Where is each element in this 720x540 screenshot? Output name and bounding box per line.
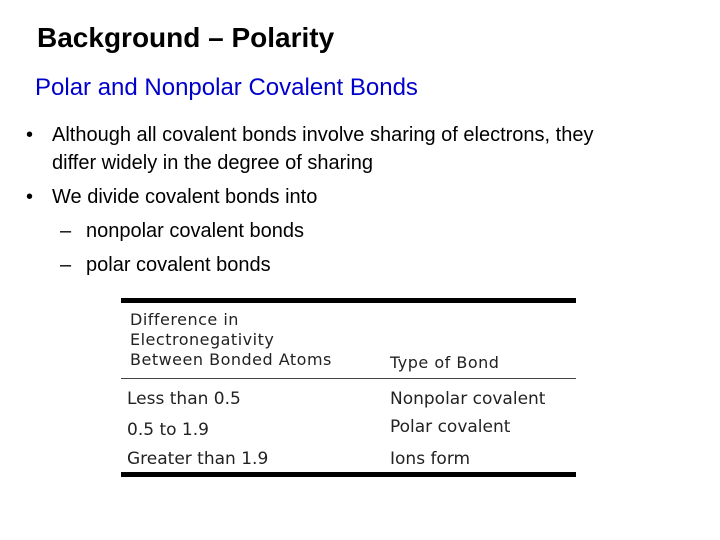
bullet-item	[26, 118, 716, 180]
bullet-line: We divide covalent bonds into	[52, 186, 318, 208]
bullet-line: Although all covalent bonds involve sharing of electrons, they	[52, 124, 594, 146]
table-header-type: Type of Bond	[390, 353, 500, 372]
table-header-difference	[130, 310, 332, 370]
sub-bullet-item	[26, 248, 716, 282]
header-line: Electronegativity	[130, 330, 275, 349]
sub-bullet-mark: –	[60, 254, 72, 276]
table-header-rule	[121, 378, 576, 379]
table-top-rule	[121, 298, 576, 303]
slide-subtitle: Polar and Nonpolar Covalent Bonds	[35, 74, 418, 101]
header-line: Between Bonded Atoms	[130, 350, 332, 369]
sub-bullet-text: polar covalent bonds	[86, 254, 271, 276]
table-cell-type: Ions form	[390, 449, 471, 469]
bullet-list	[26, 118, 716, 282]
slide-title: Background – Polarity	[37, 22, 335, 53]
table-cell-difference: 0.5 to 1.9	[127, 420, 209, 440]
table-cell-type: Polar covalent	[390, 417, 511, 437]
bullet-mark: •	[26, 124, 34, 146]
sub-bullet-mark: –	[60, 220, 72, 242]
sub-bullet-text: nonpolar covalent bonds	[86, 220, 304, 242]
bullet-mark: •	[26, 186, 34, 208]
bullet-text	[52, 118, 716, 180]
header-line: Difference in	[130, 310, 239, 329]
table-cell-type: Nonpolar covalent	[390, 389, 546, 409]
sub-bullet-item	[26, 214, 716, 248]
table-bottom-rule	[121, 472, 576, 477]
table-cell-difference: Less than 0.5	[127, 389, 241, 409]
bullet-line: differ widely in the degree of sharing	[52, 152, 373, 174]
electronegativity-table	[121, 298, 576, 478]
table-cell-difference: Greater than 1.9	[127, 449, 269, 469]
bullet-item	[26, 180, 716, 214]
